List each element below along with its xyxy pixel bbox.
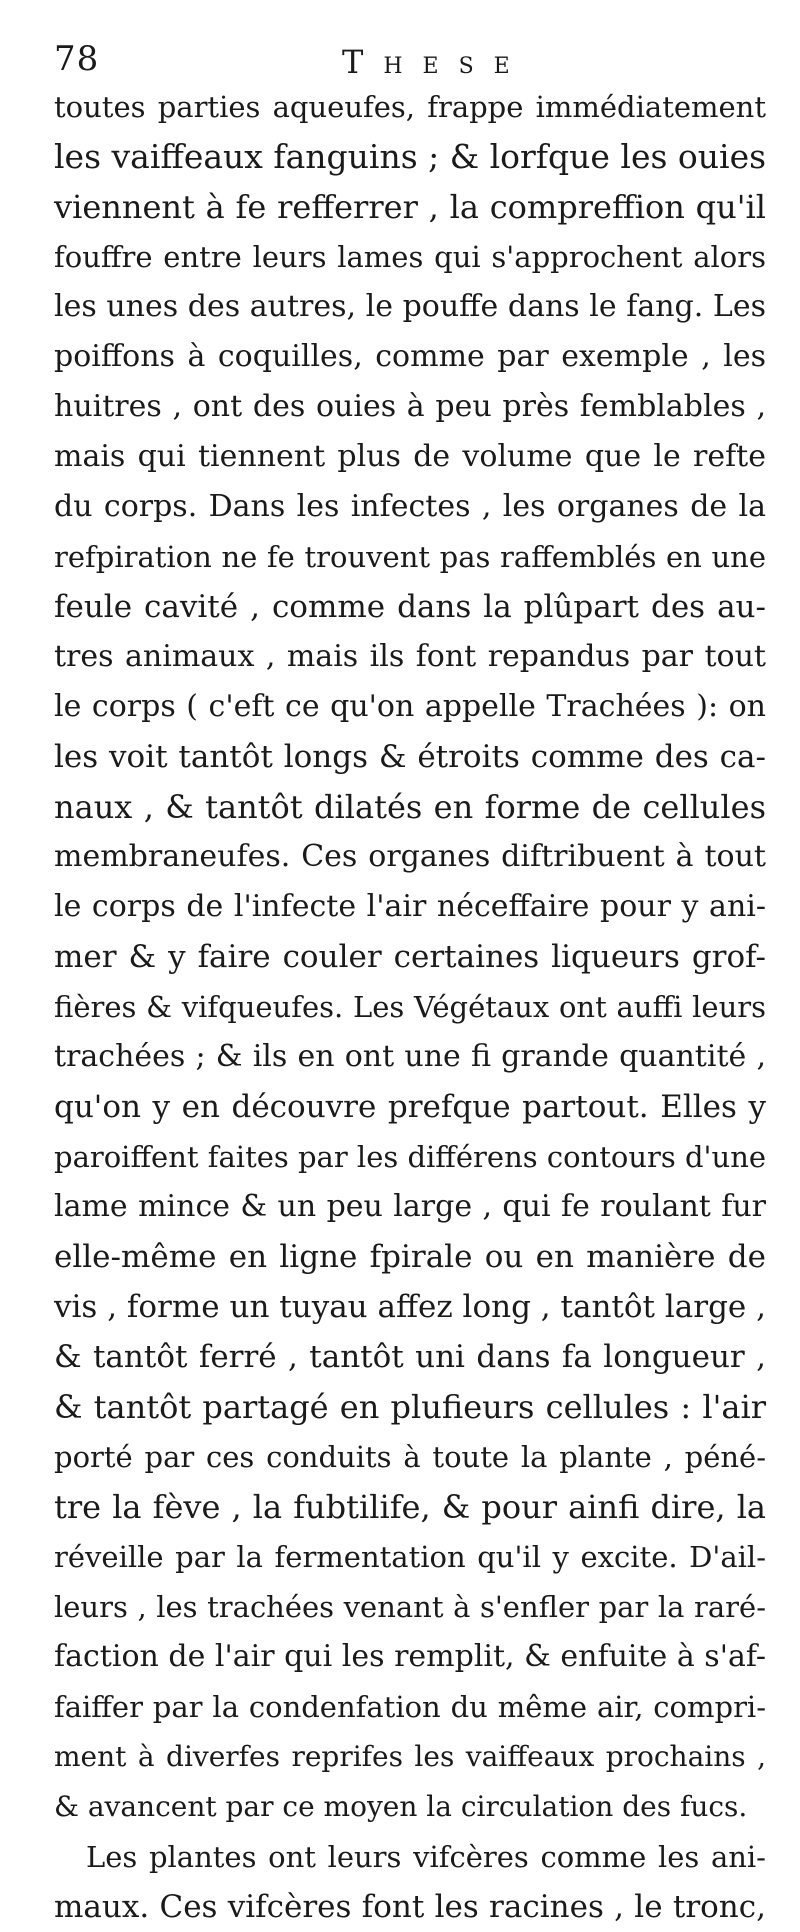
- text-line: refpiration ne fe trouvent pas raffemblés en une: [54, 540, 766, 574]
- text-line: poiffons à coquilles, comme par exemple , les: [54, 339, 766, 374]
- text-line: & tantôt ferré , tantôt uni dans fa longueur ,: [54, 1339, 766, 1375]
- running-head: These: [342, 43, 530, 81]
- text-line: & tantôt partagé en plufieurs cellules : l'air: [54, 1388, 766, 1426]
- text-line: du corps. Dans les infectes , les organes de la: [54, 489, 766, 524]
- text-line: les voit tantôt longs & étroits comme des ca-: [54, 739, 766, 775]
- text-line: membraneufes. Ces organes diftribuent à tout: [54, 839, 766, 874]
- text-line: réveille par la fermentation qu'il y excite. D'ail-: [54, 1540, 766, 1574]
- text-line: paroiffent faites par les différens contours d'une: [54, 1140, 767, 1174]
- text-line: feule cavité , comme dans la plûpart des au-: [54, 589, 766, 625]
- text-line: maux. Ces vifcères font les racines , le tronc,: [54, 1889, 766, 1925]
- text-line: porté par ces conduits à toute la plante , péné-: [54, 1440, 766, 1474]
- text-line: trachées ; & ils en ont une fi grande quantité ,: [54, 1039, 766, 1074]
- text-line: elle-même en ligne fpirale ou en manière de: [54, 1239, 766, 1275]
- text-line: viennent à fe refferrer , la compreffion qu'il: [54, 188, 766, 226]
- text-line: fouffre entre leurs lames qui s'approchent alors: [54, 240, 766, 274]
- text-line: faction de l'air qui les remplit, & enfuite à s'af-: [54, 1639, 766, 1674]
- body-text: [54, 82, 766, 1932]
- text-line: mais qui tiennent plus de volume que le refte: [54, 439, 766, 474]
- text-line: tres animaux , mais ils font repandus par tout: [54, 639, 766, 674]
- text-line: le corps ( c'eft ce qu'on appelle Trachées ): on: [54, 689, 766, 724]
- text-line: les unes des autres, le pouffe dans le fang. Les: [54, 289, 766, 324]
- text-line: fières & vifqueufes. Les Végétaux ont auffi leurs: [54, 990, 766, 1024]
- page-number: 78: [54, 39, 100, 79]
- text-line: qu'on y en découvre prefque partout. Elles y: [54, 1089, 766, 1125]
- text-line: leurs , les trachées venant à s'enfler par la raré-: [54, 1590, 766, 1624]
- text-line: tre la fève , la fubtilife, & pour ainfi dire, la: [54, 1488, 766, 1526]
- text-line: le corps de l'infecte l'air néceffaire pour y ani-: [54, 889, 766, 924]
- text-line: mer & y faire couler certaines liqueurs grof-: [54, 939, 766, 975]
- text-line: faiffer par la condenfation du même air, compri-: [54, 1690, 766, 1724]
- text-line: les vaiffeaux fanguins ; & lorfque les ouies: [54, 137, 767, 176]
- text-line: Les plantes ont leurs vifcères comme les ani-: [86, 1840, 766, 1874]
- text-line: vis , forme un tuyau affez long , tantôt large ,: [54, 1289, 766, 1325]
- text-line: toutes parties aqueufes, frappe immédiatement: [54, 90, 766, 124]
- text-line: lame mince & un peu large , qui fe roulant fur: [54, 1189, 766, 1224]
- text-line: huitres , ont des ouies à peu près femblables ,: [54, 389, 766, 424]
- text-line: & avancent par ce moyen la circulation des fucs.: [54, 1790, 748, 1823]
- text-line: naux , & tantôt dilatés en forme de cellules: [54, 788, 766, 826]
- text-line: ment à diverfes reprifes les vaiffeaux prochains ,: [54, 1740, 766, 1773]
